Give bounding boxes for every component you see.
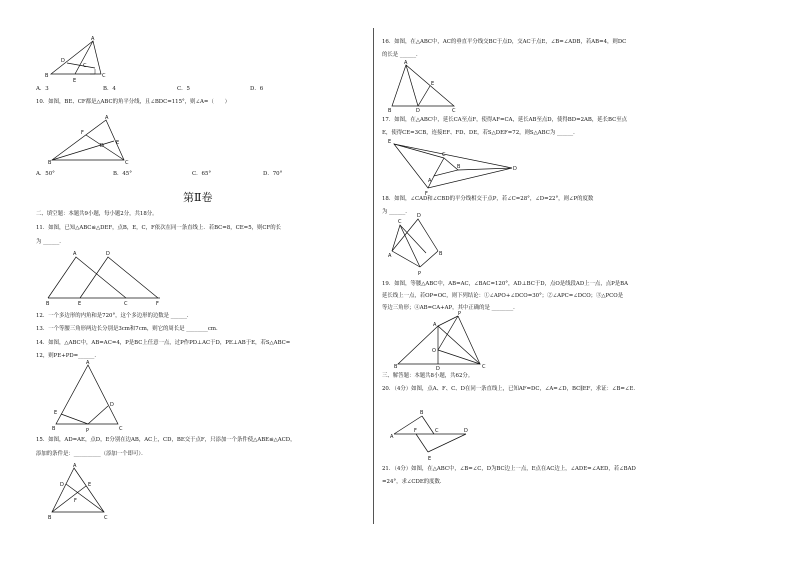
figure-point-label: A — [388, 253, 392, 259]
figure-point-label: D — [106, 251, 110, 257]
figure-point-label: A — [105, 115, 109, 121]
q11-text-line2: 为 ______． — [36, 239, 65, 245]
figure-q20 — [390, 394, 470, 462]
figure-point-label: E — [431, 81, 435, 87]
figure-point-label: D — [417, 213, 421, 219]
q10-option-a: A．50° — [36, 171, 55, 177]
label-b: B — [45, 73, 49, 79]
q18-text-line2: 为 ______． — [382, 209, 411, 215]
figure-point-label: A — [86, 360, 90, 366]
figure-point-label: D — [60, 482, 64, 488]
figure-q14 — [52, 362, 124, 434]
figure-point-label: C — [452, 108, 456, 114]
section-title: 第Ⅱ卷 — [183, 191, 213, 204]
figure-point-label: E — [88, 482, 92, 488]
figure-q17 — [388, 138, 518, 197]
q18-text-line1: 18．如图，∠CAD和∠CBD的平分线相交于点P，若∠C=28°，∠D=22°，则∠P的度数 — [382, 196, 594, 202]
figure-point-label: B — [48, 515, 52, 521]
q15-text-line2: 添加的条件是：__________（添加一个即可）． — [36, 451, 147, 457]
q10-option-c: C．65° — [192, 171, 212, 177]
figure-point-label: A — [404, 60, 408, 66]
figure-point-label: B — [46, 301, 50, 307]
figure-point-label: F — [425, 191, 428, 197]
figure-point-label: B — [439, 251, 443, 257]
figure-q11 — [46, 251, 163, 307]
q10-text: 10．如图，BE、CF都是△ABC的角平分线，且∠BDC=115°，则∠A=（ ） — [36, 99, 231, 105]
q17-text-line2: E，使得CE=3CB，连接EF、FD、DE，若S△DEF=72，则S△ABC为 ______． — [382, 130, 579, 136]
figure-point-label: F — [81, 130, 84, 136]
label-a: A — [91, 36, 95, 42]
figure-point-label: D — [416, 108, 420, 114]
column-divider — [373, 28, 374, 524]
figure-q10 — [48, 117, 128, 165]
figure-point-label: D — [436, 366, 440, 372]
q19-text-line3: 等边三角形；④AB=CA+AP，其中正确的是 ________． — [382, 305, 519, 311]
figure-q18 — [388, 215, 453, 277]
figure-point-label: P — [458, 311, 462, 317]
figure-point-label: F — [414, 428, 417, 434]
q21-text-line2: =24°，求∠CDE的度数． — [382, 479, 446, 485]
q16-text-line2: 的长是 ______． — [382, 52, 422, 58]
figure-point-label: C — [482, 364, 486, 370]
q10-option-b: B．45° — [113, 171, 132, 177]
figure-point-label: C — [119, 426, 123, 432]
figure-point-label: C — [124, 301, 128, 307]
figure-point-label: B — [48, 160, 52, 166]
figure-point-label: D — [110, 402, 114, 408]
q16-text-line1: 16．如图，在△ABC中，AC的垂直平分线交BC于点D，交AC于点E，∠B=∠ADB，若AB=4，则DC — [382, 39, 627, 45]
figure-point-label: C — [104, 515, 108, 521]
q9-option-b: B．4 — [103, 86, 116, 92]
label-c2: C — [83, 63, 87, 69]
figure-point-label: B — [52, 426, 56, 432]
q19-text-line1: 19．如图，等腰△ABC中，AB=AC，∠BAC=120°，AD⊥BC于D，点O是线段AD上一点，点P是BA — [382, 281, 628, 287]
figure-point-label: B — [394, 364, 398, 370]
figure-q19 — [394, 312, 494, 370]
figure-point-label: C — [398, 219, 402, 225]
figure-point-label: O — [432, 348, 436, 354]
figure-point-label: P — [86, 428, 90, 434]
figure-point-label: B — [388, 108, 392, 114]
figure-point-label: E — [116, 140, 120, 146]
figure-point-label: C — [442, 152, 446, 158]
fill-in-header: 二、填空题：本题共9小题，每小题2分，共18分。 — [36, 211, 158, 217]
figure-q16 — [388, 62, 463, 112]
label-e: E — [73, 78, 77, 84]
figure-point-label: A — [73, 251, 77, 257]
label-c: C — [102, 73, 106, 79]
figure-point-label: B — [457, 164, 461, 170]
figure-point-label: E — [428, 456, 432, 462]
q13-text: 13．一个等腰三角形两边长分别是3cm和7cm，则它的周长是 ________cm． — [36, 326, 222, 332]
q21-text-line1: 21．（4分）如图，在△ABC中，∠B=∠C，D为BC边上一点，E点在AC边上，∠ADE=∠AED，若∠BAD — [382, 466, 636, 472]
q11-text-line1: 11．如图，已知△ABC≌△DEF，点B，E，C，F依次在同一条直线上．若BC=8，CE=5，则CF的长 — [36, 225, 282, 231]
figure-point-label: C — [435, 428, 439, 434]
figure-point-label: D — [464, 428, 468, 434]
figure-point-label: A — [433, 322, 437, 328]
q14-text-line2: 12，则PE+PD=______． — [36, 353, 100, 359]
q19-text-line2: 延长线上一点，若OP=OC，则下列结论：①∠APO+∠DCO=30°；②∠APC=∠DCO；③△PCO是 — [382, 293, 624, 299]
figure-point-label: A — [428, 178, 432, 184]
q9-option-c: C．5 — [177, 86, 190, 92]
figure-q15 — [48, 463, 113, 521]
q14-text-line1: 14．如图，△ABC中，AB=AC=4，P是BC上任意一点，过P作PD⊥AC于D，PE⊥AB于E，若S△ABC= — [36, 340, 291, 346]
label-d: D — [61, 58, 65, 64]
figure-q9 — [45, 36, 106, 84]
figure-point-label: D — [100, 143, 104, 149]
figure-point-label: E — [54, 410, 58, 416]
figure-point-label: B — [420, 410, 424, 416]
q20-text: 20．（4分）如图，点A、F、C、D在同一条直线上，已知AF=DC，∠A=∠D，BC∥EF，求证：∠B=∠E． — [382, 386, 639, 392]
q9-option-d: D．6 — [250, 86, 264, 92]
q15-text-line1: 15．如图，AD=AE，点D，E分别在边AB，AC上，CD，BE交于点F，只添加一个条件使△ABE≌△ACD， — [36, 437, 296, 443]
figure-point-label: C — [125, 160, 129, 166]
answer-header: 三、解答题：本题共8小题，共62分。 — [382, 373, 474, 379]
q9-option-a: A．3 — [36, 86, 49, 92]
figure-point-label: A — [390, 434, 394, 440]
figure-point-label: E — [78, 301, 82, 307]
figure-point-label: P — [418, 271, 422, 277]
figure-point-label: F — [156, 301, 159, 307]
q10-option-d: D．70° — [263, 171, 283, 177]
figure-point-label: E — [388, 139, 392, 145]
figure-point-label: F — [74, 498, 77, 504]
q17-text-line1: 17．如图，在△ABC中，延长CA至点F，使得AF=CA，延长AB至点D，使得BD=2AB，延长BC至点 — [382, 117, 628, 123]
figure-point-label: A — [73, 463, 77, 469]
figure-point-label: D — [513, 166, 517, 172]
q12-text: 12．一个多边形的内角和是720°，这个多边形的边数是 ______． — [36, 313, 193, 319]
